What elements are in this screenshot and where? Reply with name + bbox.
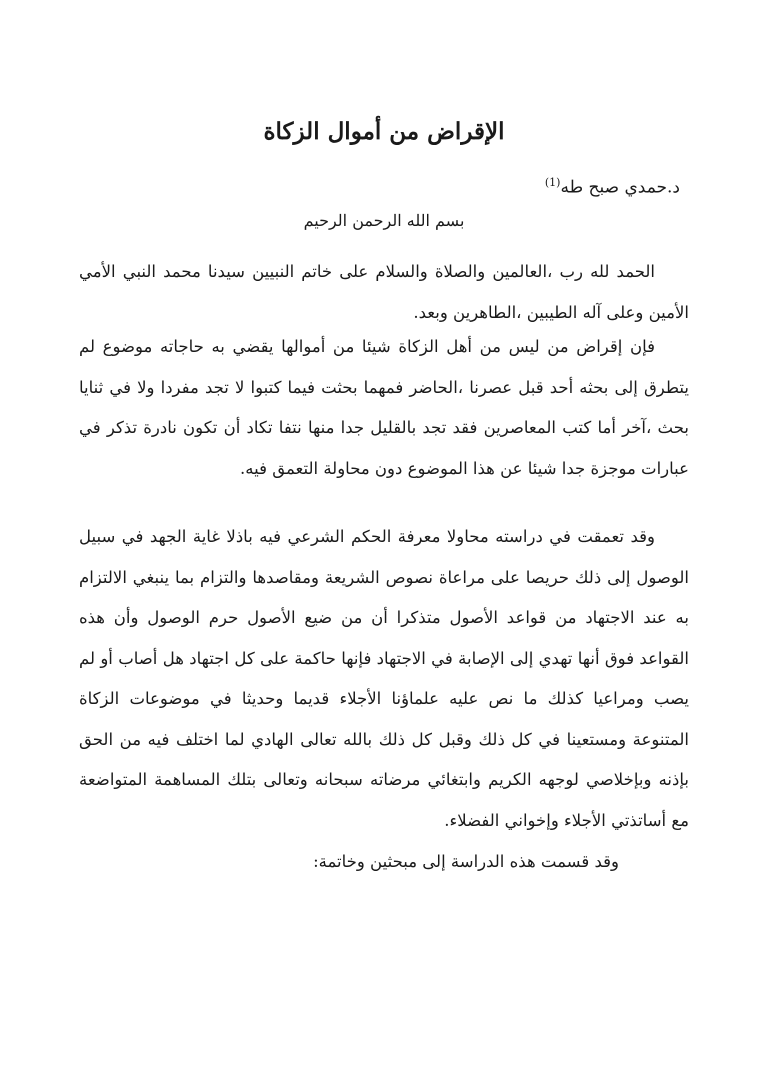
paragraph-1-text: الحمد لله رب ،العالمين والصلاة والسلام على خاتم النبيين سيدنا محمد النبي الأمي الأمين وعلى آله الطيبين ،الطاهرين وبعد. (79, 262, 689, 322)
paragraph-2 (79, 327, 689, 489)
page-title: الإقراض من أموال الزكاة (263, 118, 505, 145)
basmala: بسم الله الرحمن الرحيم (303, 211, 465, 230)
paragraph-1 (79, 252, 689, 333)
footnote-marker[interactable]: (1) (544, 176, 561, 189)
paragraph-3 (79, 517, 689, 841)
paragraph-4 (313, 842, 619, 883)
paragraph-2-text: فإن إقراض من ليس من أهل الزكاة شيئا من أموالها يقضي به حاجاته موضوع لم يتطرق إلى بحثه أحد قبل عصرنا ،الحاضر فمهما بحثت فيما كتبوا لا تجد مفردا ولا في ثنايا بحث ،آخر أما كتب المعاصرين فقد تجد بالقليل جدا منها نتفا تكاد أن تكون نادرة تذكر في عبارات موجزة جدا شيئا عن هذا الموضوع دون محاولة التعمق فيه. (79, 337, 689, 478)
paragraph-3-text: وقد تعمقت في دراسته محاولا معرفة الحكم الشرعي فيه باذلا غاية الجهد في سبيل الوصول إلى ذلك حريصا على مراعاة نصوص الشريعة ومقاصدها والتزام بما ينبغي الالتزام به عند الاجتهاد من قواعد الأصول متذكرا أن من ضيع الأصول حرم الوصول وأن هذه القواعد فوق أنها تهدي إلى الإصابة في الاجتهاد فإنها حاكمة على كل اجتهاد هل أصاب أو لم يصب ومراعيا كذلك ما نص عليه علماؤنا الأجلاء قديما وحديثا في موضوعات الزكاة المتنوعة ومستعينا في كل ذلك وقبل كل ذلك بالله تعالى الهادي لما اختلف فيه من الحق بإذنه وبإخلاصي لوجهه الكريم وابتغائي مرضاته سبحانه وتعالى بتلك المساهمة المتواضعة مع أساتذتي الأجلاء وإخواني الفضلاء. (79, 527, 689, 830)
author-name: د.حمدي صبح طه (560, 177, 680, 198)
paragraph-4-text: وقد قسمت هذه الدراسة إلى مبحثين وخاتمة: (313, 852, 619, 871)
author-line (545, 168, 680, 203)
